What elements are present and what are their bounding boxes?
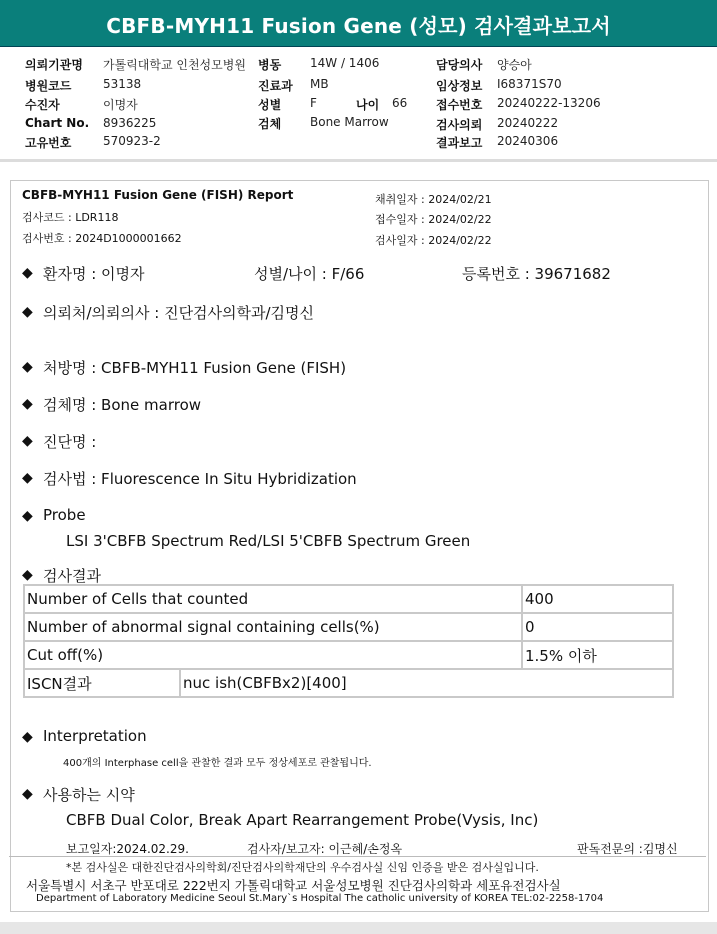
diamond-bullet: ◆ — [22, 359, 33, 375]
page-title: CBFB-MYH11 Fusion Gene (성모) 검사결과보고서 — [106, 14, 611, 38]
header-label: 접수번호 — [436, 98, 483, 112]
header-value: Bone Marrow — [310, 115, 389, 129]
address-english: Department of Laboratory Medicine Seoul St.Mary`s Hospital The catholic university of KOREA TEL:02-2258-1704 — [36, 893, 604, 904]
sex-age: 성별/나이 : F/66 — [254, 265, 365, 283]
header-label: 고유번호 — [25, 136, 72, 150]
diamond-bullet: ◆ — [22, 786, 33, 802]
table-row — [24, 641, 673, 669]
header-value: 570923-2 — [103, 134, 161, 148]
diamond-bullet: ◆ — [22, 729, 33, 745]
reagent-label: 사용하는 시약 — [43, 786, 135, 804]
report-date: 보고일자:2024.02.29. — [66, 842, 189, 856]
iscn-value: nuc ish(CBFBx2)[400] — [180, 669, 673, 697]
header-value: 20240222-13206 — [497, 96, 601, 110]
test-code: 검사코드 : LDR118 — [22, 211, 119, 224]
diamond-bullet: ◆ — [22, 433, 33, 449]
diamond-bullet: ◆ — [22, 304, 33, 320]
result-name: Cut off(%) — [24, 641, 522, 669]
probe-label: Probe — [43, 506, 86, 524]
diamond-bullet: ◆ — [22, 470, 33, 486]
result-value: 0 — [522, 613, 673, 641]
registration-number: 등록번호 : 39671682 — [462, 265, 611, 283]
header-label: 진료과 — [258, 79, 293, 93]
address-korean: 서울특별시 서초구 반포대로 222번지 가톨릭대학교 서울성모병원 진단검사의학과 세포유전검사실 — [26, 878, 561, 893]
reagent-text: CBFB Dual Color, Break Apart Rearrangement Probe(Vysis, Inc) — [66, 811, 539, 829]
footer-divider — [9, 856, 706, 857]
header-label: 수진자 — [25, 98, 60, 112]
header-label: Chart No. — [25, 116, 90, 130]
header-label: 담당의사 — [436, 58, 483, 72]
interpretation-label: Interpretation — [43, 727, 147, 745]
header-value: 20240222 — [497, 116, 559, 130]
test-number: 검사번호 : 2024D1000001662 — [22, 232, 182, 245]
collect-date: 채취일자 : 2024/02/21 — [375, 193, 492, 206]
staff: 검사자/보고자: 이근혜/손정옥 — [247, 842, 403, 856]
header-value: 53138 — [103, 77, 142, 91]
header-label: 임상정보 — [436, 79, 483, 93]
header-label: 검사의뢰 — [436, 118, 483, 132]
result-name: Number of Cells that counted — [24, 585, 522, 613]
report-body — [10, 180, 709, 912]
title-bar — [0, 0, 717, 47]
header-label: 병동 — [258, 58, 282, 72]
probe-value: LSI 3'CBFB Spectrum Red/LSI 5'CBFB Spectrum Green — [66, 532, 471, 550]
table-row — [24, 669, 673, 697]
page-bottom-strip — [0, 922, 717, 934]
result-name: Number of abnormal signal containing cells(%) — [24, 613, 522, 641]
header-label: 성별 — [258, 98, 282, 112]
prescription: 처방명 : CBFB-MYH11 Fusion Gene (FISH) — [43, 359, 347, 377]
header-value: 14W / 1406 — [310, 56, 380, 70]
diamond-bullet: ◆ — [22, 396, 33, 412]
age-value: 66 — [392, 96, 408, 110]
header-label: 의뢰기관명 — [25, 58, 83, 72]
header-value: F — [310, 96, 317, 110]
header-value: 양승아 — [497, 58, 532, 72]
header-divider — [0, 159, 717, 162]
header-value: I68371S70 — [497, 77, 562, 91]
header-label: 병원코드 — [25, 79, 72, 93]
report-heading: CBFB-MYH11 Fusion Gene (FISH) Report — [22, 188, 294, 202]
header-value: MB — [310, 77, 329, 91]
diamond-bullet: ◆ — [22, 567, 33, 583]
header-value: 이명자 — [103, 98, 138, 112]
diamond-bullet: ◆ — [22, 508, 33, 524]
referrer: 의뢰처/의뢰의사 : 진단검사의학과/김명신 — [43, 304, 315, 322]
result-table — [23, 584, 674, 698]
table-row — [24, 613, 673, 641]
age-label: 나이 — [356, 98, 380, 112]
iscn-label: ISCN결과 — [24, 669, 180, 697]
diagnosis: 진단명 : — [43, 433, 97, 451]
header-value: 20240306 — [497, 134, 559, 148]
specimen: 검체명 : Bone marrow — [43, 396, 202, 414]
table-row — [24, 585, 673, 613]
test-method: 검사법 : Fluorescence In Situ Hybridization — [43, 470, 357, 488]
receipt-date: 접수일자 : 2024/02/22 — [375, 213, 492, 226]
header-label: 결과보고 — [436, 136, 483, 150]
header-label: 검체 — [258, 117, 282, 131]
result-value: 400 — [522, 585, 673, 613]
header-value: 8936225 — [103, 116, 157, 130]
result-value: 1.5% 이하 — [522, 641, 673, 669]
result-label: 검사결과 — [43, 567, 101, 585]
header-value: 가톨릭대학교 인천성모병원 — [103, 58, 246, 72]
specialist: 판독전문의 :김명신 — [577, 842, 678, 856]
certification-note: *본 검사실은 대한진단검사의학회/진단검사의학재단의 우수검사실 신임 인증을 받은 검사실입니다. — [66, 861, 539, 874]
test-date: 검사일자 : 2024/02/22 — [375, 234, 492, 247]
patient-name: 환자명 : 이명자 — [43, 265, 145, 283]
interpretation-text: 400개의 Interphase cell을 관찰한 결과 모두 정상세포로 관찰됩니다. — [63, 758, 372, 769]
diamond-bullet: ◆ — [22, 265, 33, 281]
